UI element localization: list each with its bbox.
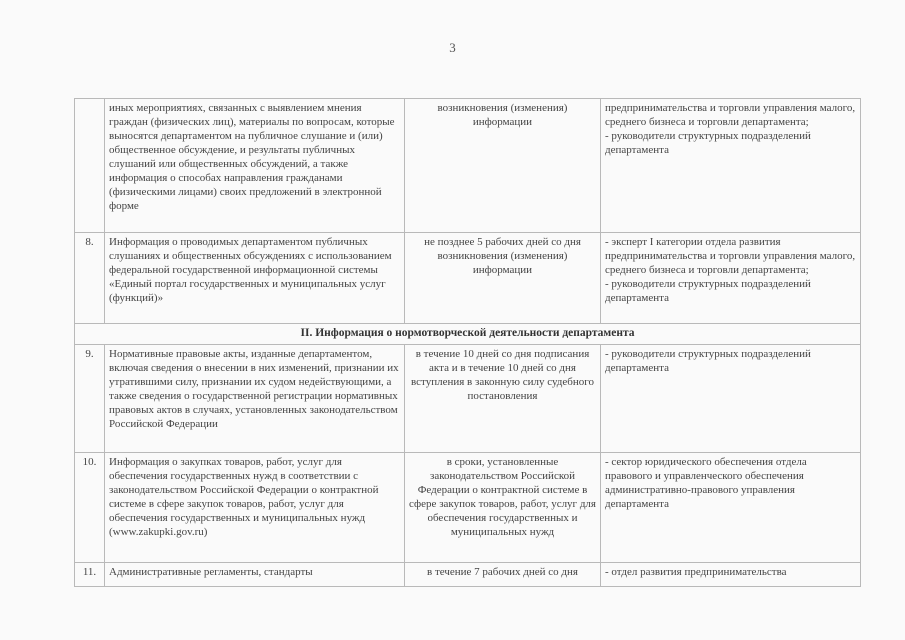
responsible-cell bbox=[601, 453, 861, 563]
responsible-cell bbox=[601, 233, 861, 324]
term-cell: в течение 10 дней со дня подписания акта и в течение 10 дней со дня вступления в законную силу судебного постановления bbox=[405, 345, 601, 453]
table-row bbox=[75, 453, 861, 563]
page-number: 3 bbox=[449, 40, 456, 55]
table-row bbox=[75, 563, 861, 587]
table-row bbox=[75, 345, 861, 453]
term-cell: в сроки, установленные законодательством Российской Федерации о контрактной системе в сфере закупок товаров, работ, услуг для обеспечения государственных и муниципальных нужд bbox=[405, 453, 601, 563]
information-table bbox=[74, 98, 861, 587]
responsible-text: - эксперт I категории отдела развития предпринимательства и торговли управления малого, среднего бизнеса и торговли департамента; - руководители структурных подразделений департамента bbox=[605, 236, 856, 304]
section-heading: II. Информация о нормотворческой деятельности департамента bbox=[75, 324, 861, 345]
info-cell: Информация о закупках товаров, работ, услуг для обеспечения государственных нужд в соответствии с законодательством Российской Федерации о контрактной системе в сфере закупок товаров, работ, услуг для обеспечения государственных и муниципальных нужд (www.zakupki.gov.ru) bbox=[105, 453, 405, 563]
responsible-cell bbox=[601, 99, 861, 233]
info-cell: Информация о проводимых департаментом публичных слушаниях и общественных обсуждениях с использованием федеральной государственной информационной системы «Единый портал государственных и муниципальных услуг (функций)» bbox=[105, 233, 405, 324]
row-number bbox=[75, 99, 105, 233]
table-row bbox=[75, 233, 861, 324]
info-cell: Административные регламенты, стандарты bbox=[105, 563, 405, 587]
info-cell: иных мероприятиях, связанных с выявлением мнения граждан (физических лиц), материалы по вопросам, которые выносятся департаментом на публичное слушание и (или) общественное обсуждение, и результаты публичных слушаний или общественных обсуждений, а также информация о способах направления гражданами (физическими лицами) своих предложений в электронной форме bbox=[105, 99, 405, 233]
responsible-text: - руководители структурных подразделений департамента bbox=[605, 348, 814, 374]
responsible-cell bbox=[601, 345, 861, 453]
term-cell: возникновения (изменения) информации bbox=[405, 99, 601, 233]
term-cell: не позднее 5 рабочих дней со дня возникновения (изменения) информации bbox=[405, 233, 601, 324]
row-number: 10. bbox=[75, 453, 105, 563]
responsible-text: - отдел развития предпринимательства bbox=[605, 566, 787, 578]
row-number: 11. bbox=[75, 563, 105, 587]
table-row bbox=[75, 99, 861, 233]
row-number: 9. bbox=[75, 345, 105, 453]
row-number: 8. bbox=[75, 233, 105, 324]
responsible-text: предпринимательства и торговли управления малого, среднего бизнеса и торговли департамента; - руководители структурных подразделений департамента bbox=[605, 102, 856, 156]
responsible-text: - сектор юридического обеспечения отдела правового и управленческого обеспечения административно-правового управления департамента bbox=[605, 456, 810, 510]
term-cell: в течение 7 рабочих дней со дня bbox=[405, 563, 601, 587]
section-row bbox=[75, 324, 861, 345]
info-cell: Нормативные правовые акты, изданные департаментом, включая сведения о внесении в них изменений, признании их утратившими силу, признании их судом недействующими, а также сведения о государственной регистрации нормативных правовых актов в случаях, установленных законодательством Российской Федерации bbox=[105, 345, 405, 453]
responsible-cell bbox=[601, 563, 861, 587]
